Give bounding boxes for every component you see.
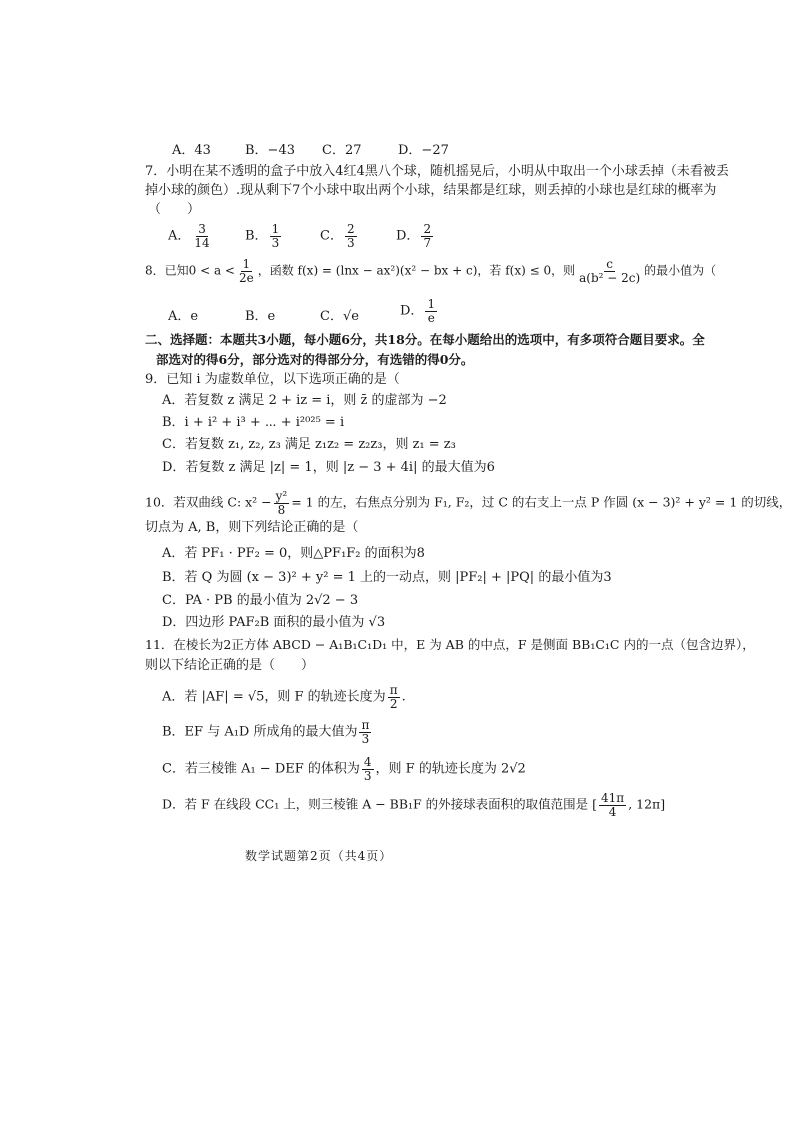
q8-suffix: 的最小值为（ (644, 263, 717, 278)
q8-fraction-1 (237, 258, 256, 284)
q8-mid: ，函数 f(x) = (lnx − ax²)(x² − bx + c)，若 f(x) ≤ 0，则 (257, 263, 576, 278)
q7-option-d-den: 7 (423, 235, 432, 250)
q7-line3: （ ） (148, 202, 201, 217)
q11-line2: 则以下结论正确的是（ ） (145, 658, 315, 673)
q8-frac1-den: 2e (238, 270, 254, 285)
q11-option-a-post: . (401, 689, 406, 705)
q7-option-b-den: 3 (271, 235, 280, 250)
q11-option-c-fraction (362, 756, 374, 782)
q11-option-a (162, 684, 406, 710)
q6-options (172, 143, 211, 159)
q11-option-b-den: 3 (361, 731, 370, 746)
q10-frac-den: 8 (277, 502, 286, 517)
q11-option-a-fraction (388, 684, 400, 710)
q10-frac-num: y² (275, 489, 288, 503)
q7-option-c-fraction (345, 223, 357, 249)
q11-option-c-num: 4 (363, 755, 372, 769)
q6-option-c: C．27 (322, 143, 362, 158)
q11-option-c-pre: C．若三棱锥 A₁ − DEF 的体积为 (162, 761, 360, 777)
q7-option-c-label: C． (320, 228, 343, 244)
q6-option-c-wrap (322, 143, 362, 159)
q7-option-d-num: 2 (423, 222, 432, 236)
q9-option-a: A．若复数 z 满足 2 + iz = i，则 z̄ 的虚部为 −2 (162, 393, 447, 408)
q8-option-b: B．e (245, 309, 276, 324)
q11-option-d-post: , 12π] (628, 796, 666, 812)
page-footer: 数学试题第2页（共4页） (245, 849, 393, 863)
q11-option-b-num: π (361, 718, 370, 732)
q8-fraction-2 (577, 258, 642, 284)
q10-option-b: B．若 Q 为圆 (x − 3)² + y² = 1 上的一动点，则 |PF₂| + |PQ| 的最小值为3 (162, 570, 612, 585)
q10-stem (145, 490, 791, 516)
q11-option-d-den: 4 (608, 804, 617, 819)
q8-stem (145, 258, 716, 284)
q11-option-b (162, 719, 373, 745)
section2-line2: 部选对的得6分，部分选对的得部分分，有选错的得0分。 (156, 352, 474, 367)
q9-option-d: D．若复数 z 满足 |z| = 1，则 |z − 3 + 4i| 的最大值为6 (162, 460, 495, 475)
q8-frac2-num: c (606, 257, 613, 271)
q9-option-c: C．若复数 z₁, z₂, z₃ 满足 z₁z₂ = z₂z₃，则 z₁ = z₃ (162, 437, 456, 452)
q8-option-c: C．√e (320, 309, 359, 324)
q7-option-c-num: 2 (346, 222, 355, 236)
q7-option-b (245, 223, 283, 249)
q7-line2: 掉小球的颜色）.现从剩下7个小球中取出两个小球，结果都是红球，则丢掉的小球也是红球的概率为 (145, 183, 717, 198)
q10-stem-pre: 10．若双曲线 C: x² − (145, 494, 272, 510)
q11-option-b-pre: B．EF 与 A₁D 所成角的最大值为 (162, 724, 358, 740)
q7-option-a-den: 14 (194, 235, 210, 250)
q7-option-b-fraction (270, 223, 282, 249)
q10-option-a: A．若 PF₁ · PF₂ = 0，则△PF₁F₂ 的面积为8 (162, 546, 425, 561)
q10-fraction (274, 490, 290, 516)
q10-option-c: C．PA · PB 的最小值为 2√2 − 3 (162, 593, 359, 608)
q7-option-a-num: 3 (198, 222, 206, 236)
q11-stem: 11．在棱长为2正方体 ABCD − A₁B₁C₁D₁ 中，E 为 AB 的中点，F 是侧面 BB₁C₁C 内的一点（包含边界）， (145, 637, 755, 652)
q8-frac1-num: 1 (242, 257, 251, 271)
q6-option-d-wrap (398, 143, 449, 159)
q11-option-c (162, 756, 526, 782)
q6-option-d: D．−27 (398, 143, 449, 158)
q11-option-a-num: π (389, 683, 398, 697)
q8-option-a: A．e (168, 309, 199, 324)
q7-option-d-label: D． (396, 228, 420, 244)
q8-option-d-label: D． (400, 303, 424, 319)
q7-option-b-num: 1 (271, 222, 280, 236)
q8-prefix: 8．已知0 < a < (145, 263, 235, 278)
q11-option-d (162, 792, 665, 818)
q8-option-d-den: e (427, 310, 435, 325)
q7-line1: 7．小明在某不透明的盒子中放入4红4黑八个球，随机摇晃后，小明从中取出一个小球丢掉（未看被丢 (145, 164, 729, 179)
q7-option-c (320, 223, 359, 249)
q7-option-a (168, 223, 214, 249)
q7-option-b-label: B． (245, 228, 268, 244)
q7-option-d-fraction (421, 223, 433, 249)
q9-option-b: B．i + i² + i³ + ⋯ + i²⁰²⁵ = i (162, 415, 345, 430)
q6-option-b: B．−43 (245, 143, 295, 158)
q10-option-d: D．四边形 PAF₂B 面积的最小值为 √3 (162, 615, 386, 630)
q7-option-a-fraction (192, 223, 211, 249)
q7-option-a-label: A． (168, 228, 191, 244)
q10-stem-post: = 1 的左，右焦点分别为 F₁, F₂，过 C 的右支上一点 P 作圆 (x − 3)² + y² = 1 的切线， (291, 494, 792, 510)
q6-option-b-wrap (245, 143, 295, 159)
q11-option-c-post: ，则 F 的轨迹长度为 2√2 (375, 761, 526, 777)
q9-stem: 9．已知 i 为虚数单位，以下选项正确的是（ (145, 372, 400, 387)
q11-option-d-pre: D．若 F 在线段 CC₁ 上，则三棱锥 A − BB₁F 的外接球表面积的取值范围是 [ (162, 796, 598, 812)
q11-option-a-pre: A．若 |AF| = √5，则 F 的轨迹长度为 (162, 689, 386, 705)
q11-option-c-den: 3 (363, 768, 372, 783)
q7-option-d (396, 223, 435, 249)
q10-line2: 切点为 A, B，则下列结论正确的是（ (145, 520, 359, 535)
section2-line1: 二、选择题：本题共3小题，每小题6分，共18分。在每小题给出的选项中，有多项符合题目要求。全 (145, 332, 705, 347)
q6-option-a: A．43 (172, 143, 211, 158)
q11-option-d-num: 41π (601, 791, 625, 805)
q8-option-d-fraction (425, 298, 437, 324)
q8-frac2-den: a(b² − 2c) (579, 270, 641, 285)
q11-option-a-den: 2 (389, 696, 398, 711)
q8-option-d-num: 1 (427, 297, 436, 311)
q11-option-b-fraction (359, 719, 371, 745)
q7-option-c-den: 3 (346, 235, 355, 250)
q11-option-d-fraction (599, 792, 626, 818)
q8-option-d (400, 298, 439, 324)
